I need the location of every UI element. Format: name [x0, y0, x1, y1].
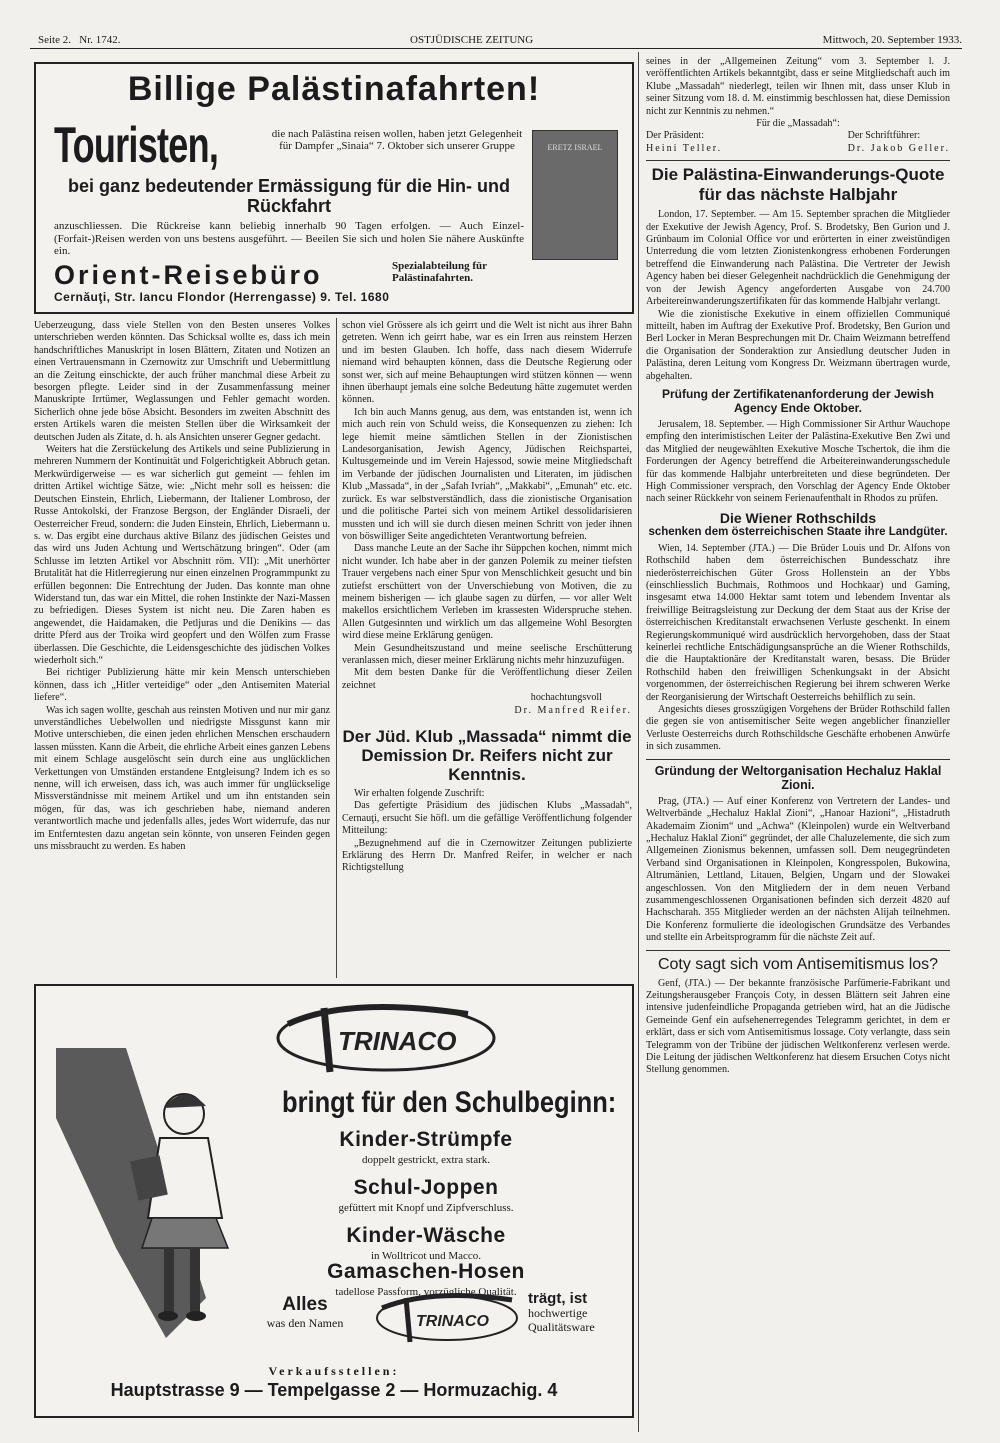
- ad-specialty: Spezialabteilung für Palästinafahrten.: [392, 260, 487, 284]
- sales-addresses: Hauptstrasse 9 — Tempelgasse 2 — Hormuzachig. 4: [110, 1380, 558, 1400]
- name: Heini Teller.: [646, 142, 723, 154]
- product-underwear: [276, 1224, 576, 1262]
- paragraph: Dass manche Leute an der Sache ihr Süppchen kochen, nimmt mich nicht wunder. Ich habe aber in der ganzen Polemik zu meiner tiefsten Trauer vergebens nach einer Spur von Menschlichkeit gesucht und bin zutiefst erschüttert von der Unverschiebung von Motiven, die zu meinem bisherigen — ich glaube sagen zu dürfen, — vor aller Welt makellos ersichtlichem Verleben im krassesten Widerspruche stehen. Allen Gutgesinnten und wirklich um das allgemeine Wohl Besorgten wird diese meine Erklärung genügen.: [342, 543, 632, 642]
- ad-discount: bei ganz bedeutender Ermässigung für die Hin- und Rückfahrt: [67, 176, 511, 216]
- name: Dr. Jakob Geller.: [847, 142, 950, 154]
- brochure-title: ERETZ ISRAEL: [547, 143, 603, 152]
- role: Der Schriftführer:: [847, 130, 921, 142]
- article-headline-quota: Die Palästina-Einwanderungs-Quote für das nächste Halbjahr: [651, 165, 945, 205]
- paragraph: Weiters hat die Zerstückelung des Artikels und seine Publizierung in mehreren Nummern der Kontinuität und Folgerichtigkeit Abbruch getan. Merkwürdigerweise — es war sicherlich gut gemeint — fehlen im dritten Artikel wichtige Sätze, wie: „Nicht mehr soll es heissen: die Deutschen Einstein, Ehrlich, Liebermann, der Italiener Lombroso, der Russe Antokolski, der Franzose Bergson, der Engländer Disraeli, der Oesterreicher Freud, sondern: die Juden Einstein, Ehrlich, Liebermann u. s. w. Das ergibt eine durchaus aktive Bilanz des jüdischen Geistes und das wird uns Juden Achtung und Wertschätzung bringen“. Oder (am Schlusse im letzten Artikel vor Abschnitt röm. VII): „Mit unerhörter Brutalität hat die Hitlerregierung nur einen einzelnen Programmpunkt zu erfüllen begonnen: Die Entrechtung der Juden. Das konnte man ohne Widerstand tun, das war ein Mittel, die rohen Instinkte der Nazi-Massen zu befriedigen. Dieses System ist nicht neu. Die Zaren haben es angewendet, die Haidamaken, die Petljuras und die Denikins — das dritte Pferd aus der Troika wird geopfert und den Wölfen zum Frasse überlassen. Die Geschichte, die Leidensgeschichte des jüdischen Volkes wiederholt sich.“: [34, 444, 330, 666]
- paragraph: Ueberzeugung, dass viele Stellen von den Besten unseres Volkes unterschrieben werden könnten. Das Schicksal wollte es, dass ich mein handschriftliches Manuskript in losen Blättern, Zitaten und Notizen an einen Vertrauensmann in Czernowitz zur Umschrift und Uebermittlung an die Zeitung einschickte, der auch früher manchmal diese Arbeit zu besorgen pflegte. Leider sind in der Zusammenfassung meiner Manuskripte Irrtümer, Weglassungen und Fehler gemacht worden. Sicherlich ohne jede böse Absicht. Besonders im zweiten Abschnitt des ersten Artikels waren die meisten Stellen über die Wirksamkeit der deutschen Juden als Zitate, d. h. als Ansichten unserer Gegner gedacht.: [34, 320, 330, 443]
- paragraph: Mit dem besten Danke für die Veröffentlichung dieser Zeilen zeichnet: [342, 667, 632, 691]
- ad-body: anzuschliessen. Die Rückreise kann beliebig innerhalb 90 Tagen erfolgen. — Auch Einzel-(Forfait-)Reisen werden von uns bestens ausgeführt. — Beeilen Sie sich und holen Sie nähere Auskünfte ein.: [54, 220, 524, 257]
- brochure-image: [532, 130, 618, 260]
- column-1: [34, 320, 330, 980]
- closing: hochachtungsvoll: [530, 692, 602, 704]
- column-rule: [638, 52, 639, 1432]
- newspaper-name: OSTJÜDISCHE ZEITUNG: [410, 34, 534, 46]
- article-headline-rothschild: Die Wiener Rothschilds: [719, 509, 877, 526]
- signatory-right: [848, 130, 950, 155]
- header-rule: [30, 48, 962, 49]
- product-desc: doppelt gestrickt, extra stark.: [362, 1154, 490, 1166]
- role: Der Präsident:: [646, 130, 705, 142]
- column-rule: [336, 318, 337, 978]
- column-2: [342, 320, 632, 980]
- paragraph: London, 17. September. — Am 15. September sprachen die Mitglieder der Exekutive der Jewish Agency, Prof. S. Brodetsky, Ben Gurion und J. Grünbaum im Colonial Office vor und erörterten in einer zweistündigen Unterredung die vom letzten Zionistenkongress erhobenen Forderungen betreffend die Einwanderung nach Palästina. Die Vertreter der Jewish Agency haben bei dieser Gelegenheit nachdrücklich die Genehmigung der von der Jewish Agency angeforderten Ausgabe von 24.700 Arbeitereinwanderungszertifikaten für das kommende Halbjahr verlangt.: [646, 209, 950, 308]
- paragraph: Genf, (JTA.) — Der bekannte französische Parfümerie-Fabrikant und Zeitungsherausgeber François Coty, in dessen Blättern seit Jahren eine intensive judenfeindliche Propaganda getrieben wird, hat an die Jüdische Gemeinde Genf ein aufsehenerregendes Telegramm gerichtet, in dem er erklärt, dass er sich vom Antisemitismus lossage. Coty verlangte, dass sein Telegramm von der Tribüne der jüdischen Weltkonferenz verlesen werde. Die Leitung der jüdischen Weltkonferenz hat diesem Ersuchen Cotys nicht Stellung genommen.: [646, 977, 950, 1076]
- signature: Dr. Manfred Reifer.: [514, 704, 632, 716]
- product-desc: gefüttert mit Knopf und Zipfverschluss.: [338, 1202, 514, 1214]
- article-headline-certificates: Prüfung der Zertifikatenanforderung der Jewish Agency Ende Oktober.: [661, 386, 935, 415]
- schoolgirl-illustration: [56, 1048, 266, 1338]
- product-name: Kinder-Wäsche: [346, 1224, 506, 1247]
- brand-name: TRINACO: [338, 1026, 457, 1056]
- paragraph: schon viel Grössere als ich geirrt und die Welt ist nicht aus ihrer Bahn getreten. Wenn ich geirrt habe, war es ein Irren aus reinstem Herzen und im besten Glauben. Ich hoffe, dass nach diesem Widerrufe niemand wird behaupten können, dass die Deutsche Regierung oder sonst wer, sich auf meine Behauptungen wird stützen können — wenn ihnen überhaupt jemals eine solche Bedeutung hätte zugemutet werden können.: [342, 320, 632, 406]
- page-header: [38, 28, 962, 46]
- trinaco-advertisement: [34, 984, 634, 1418]
- paragraph: Wir erhalten folgende Zuschrift:: [354, 788, 485, 799]
- page-number-issue: [38, 34, 121, 46]
- paragraph: Ich bin auch Manns genug, aus dem, was entstanden ist, wenn ich mich auch rein von Schuld weiss, die Konsequenzen zu ziehen: Ich lege hiemit meine sämtlichen Stellen in der Zionistischen Landesorganisation, Jewish Agency, Jüdischen Reichspartei, Kultusgemeinde und im Verein Hajessod, sowie meine Mitgliedschaft im Verbande der jüdischen Journalisten und Literaten, im jüdischen Klub „Massada“, in der „Safah Ivriah“, „Makkabi“, „Emunah“ etc. etc. zurück. Es war selbstverständlich, dass die zionistische Organisation und die politische Partei sich von meinem Artikel dessolidarisieren mussten und ich will sie durch diesen meinen Schritt von jeder ihnen von böswilliger Seite angedichteten Verantwortung befreien.: [342, 406, 632, 542]
- paragraph: Was ich sagen wollte, geschah aus reinsten Motiven und nur mir ganz unverständliches Uebelwollen und niedrigste Missgunst kann mir Motive unterschieben, die einen jeden ehrlichen Menschen erschaudern lassen müssten. Kann die Arbeit, die ehrliche Arbeit eines ganzen Lebens mit einem Schlage ausgelöscht sein durch eine aus unglücklichen Verkettungen von Umständen erstandene Entgleisung? Indem ich es so nenne, will ich erweisen, dass ich, was auch immer für unglückselige Missverständnisse mit meinem Artikel und um ihn entstanden sein mögen, für das, was ich geschrieben habe, niemand anderen verantwortlich mache und jedenfalls alles, jedes Wort widerrufe, das nur im Entferntesten dazu angetan sein könnte, von unseren Feinden gegen uns missbraucht zu werden. Es haben: [34, 704, 330, 853]
- issue-number: Nr. 1742.: [79, 34, 121, 46]
- product-name: Schul-Joppen: [353, 1176, 499, 1199]
- signatory-left: [646, 130, 722, 155]
- alles-sub: was den Namen: [266, 1316, 344, 1330]
- ad-traegt: [528, 1292, 628, 1334]
- article-headline-hechaluz: Gründung der Weltorganisation Hechaluz Haklal Zioni.: [654, 763, 942, 792]
- product-jackets: [276, 1176, 576, 1214]
- trinaco-logo: [268, 996, 498, 1078]
- article-subheadline-rothschild: schenken dem österreichischen Staate ihre Landgüter.: [648, 525, 948, 538]
- separator: [646, 160, 950, 161]
- ad-company-name: Orient-Reisebüro: [54, 260, 323, 290]
- ad-intro: die nach Palästina reisen wollen, haben jetzt Gelegenheit für Dampfer „Sinaia“ 7. Oktober sich unserer Gruppe: [271, 128, 523, 152]
- signatories: [646, 130, 950, 155]
- traegt-text: trägt, ist: [528, 1290, 588, 1307]
- traegt-sub: hochwertige Qualitätsware: [528, 1306, 595, 1334]
- column-3: [646, 56, 950, 1416]
- paragraph: Das gefertigte Präsidium des jüdischen Klubs „Massadah“, Cernauţi, ersucht Sie höfl. um die gefällige Veröffentlichung folgender Mitteilung:: [342, 800, 632, 837]
- page-number: Seite 2.: [38, 34, 71, 46]
- paragraph: Angesichts dieses grosszügigen Vorgehens der Brüder Rothschild fallen die gegen sie von antisemitischer Seite wegen angeblicher finanzieller Verluste Oesterreichs durch Rothschildsche Geschäfte erhobenen Anwürfe in sich zusammen.: [646, 704, 950, 753]
- paragraph: Jerusalem, 18. September. — High Commissioner Sir Arthur Wauchope empfing den interimistischen Leiter der Palästina-Exekutive Ben Zwi und das Mitglied der neugewählten Exekutive Mosche Tschertok, die ihm die Forderungen der Agency betreffend die Arbeitereinwanderungsschedule für das kommende Halbjahr unterbreiteten und diese begründeten. Der High Commissioner versprach, den Vorschlag der Agency Ende Oktober nach seiner Rückkehr von seinem Ferienaufenthalt in Rhodos zu prüfen.: [646, 418, 950, 505]
- separator: [646, 759, 950, 760]
- ad-address: Cernăuţi, Str. Iancu Flondor (Herrengasse) 9. Tel. 1680: [54, 290, 390, 304]
- paragraph: Bei richtiger Publizierung hätte mir kein Mensch unterschieben können, dass ich „Hitler verteidige“ oder „den Antisemiten Material liefere“.: [34, 667, 330, 704]
- ad-alles: [250, 1294, 360, 1330]
- product-name: Gamaschen-Hosen: [327, 1260, 525, 1283]
- alles-text: Alles: [282, 1294, 328, 1315]
- product-stockings: [276, 1128, 576, 1166]
- issue-date: Mittwoch, 20. September 1933.: [822, 34, 962, 46]
- separator: [646, 950, 950, 951]
- paragraph: Wie die zionistische Exekutive in einem offiziellen Communiqué mitteilt, haben im Auftrag der Exekutive Prof. Brodetsky, Ben Gurion und Berl Locker in Meran Besprechungen mit Dr. Chaim Weizmann betreffend die Organisation der Sonderaktion zur Ansiedlung deutscher Juden in Palästina, deren Leitung vom Kongress Dr. Weizmann übertragen wurde, abgehalten.: [646, 308, 950, 382]
- paragraph: Mein Gesundheitszustand und meine seelische Erschütterung veranlassen mich, dieser meiner Erklärung nichts mehr hinzuzufügen.: [342, 642, 632, 666]
- paragraph: Wien, 14. September (JTA.) — Die Brüder Louis und Dr. Alfons von Rothschild haben dem österreichischen Bundesschatz ihre niederösterreichischen Güter Gross Hollenstein an der Ybbs (einschliesslich Buchmais, Rothmoos und Hochkaar) und Gaming, insgesamt etwa 14.000 Hektar samt totem und lebendem Inventar als freiwillige Beitragsleistung zur Deckung der dem Staat aus der Krise der österreichischen Kreditanstalt erwachsenen Verluste geschenkt. In einem Regierungskommuniqué wird ausdrücklich hervorgehoben, dass der Staat keinerlei rechtliche Entschädigungsansprüche an die Wiener Rothschilds, die die Hauptaktionäre der Kreditanstalt waren, besass. Die Brüder Rothschild haben den freiwilligen Schenkungsakt in der Absicht vorgenommen, der österreichischen Regierung bei ihrem schweren Werke der Reorganisierung der Wirtschaft Oesterreichs behilflich zu sein.: [646, 542, 950, 703]
- product-desc: tadellose Passform, vorzügliche Qualität.: [335, 1286, 517, 1298]
- travel-advertisement: [34, 62, 634, 314]
- paragraph: „Bezugnehmend auf die in Czernowitzer Zeitungen publizierte Erklärung des Herrn Dr. Manfred Reifer, in welcher er nach Richtigstellung: [342, 837, 632, 874]
- ad-headline: Billige Palästinafahrten!: [127, 70, 541, 108]
- product-desc: in Wolltricot und Macco.: [370, 1250, 482, 1262]
- sales-points-label: Verkaufsstellen:: [268, 1364, 400, 1378]
- brand-name-small: TRINACO: [416, 1313, 489, 1330]
- signatories-for: Für die „Massadah“:: [756, 118, 840, 130]
- trinaco-small-logo: [372, 1286, 522, 1346]
- paragraph: seines in der „Allgemeinen Zeitung“ vom 3. September l. J. veröffentlichten Artikels bekanntgibt, dass er seine Mitgliedschaft auch im Klube „Massadah“ niederlegt, teilen wir Ihnen mit, dass unser Klub in seiner Sitzung vom 18. d. M. einstimmig beschlossen hat, diese Demission nicht zur Kenntnis zu nehmen.“: [646, 56, 950, 117]
- product-name: Kinder-Strümpfe: [339, 1128, 513, 1151]
- ad-touristen: Touristen,: [54, 117, 219, 173]
- paragraph: Prag, (JTA.) — Auf einer Konferenz von Vertretern der Landes- und Weltverbände „Hechaluz Haklal Zioni“, „Hanoar Hazioni“, „Histadruth Akademaim Zionim“ und „Achwa“ (Kleinpolen) wurde ein Weltverband „Hechaluz Haklal Zioni“ gegründet, der alle Chaluzelemente, die sich zum Allgemeinen Zionismus bekennen, umfassen soll. Dem neugegründeten Verband sind Organisationen in Kleinpolen, Kongresspolen, Bukowina, Altrumänien, Lettland, Litauen, Belgien, Ungarn und der Slowakei angeschlossen. Von den Mitgliedern der in dem neuen Verband zusammengeschlossenen Organisationen befinden sich derzeit 4820 auf Hachscharah. 355 Mitglieder werden an der nächsten Alijah teilnehmen. Die Konferenz formulierte die ideologischen Grundsätze des Verbandes und stellte ein Arbeitsprogramm für die nächste Zeit auf.: [646, 795, 950, 944]
- article-headline-massada: Der Jüd. Klub „Massada“ nimmt die Demission Dr. Reifers nicht zur Kenntnis.: [342, 727, 632, 784]
- article-headline-coty: Coty sagt sich vom Antisemitismus los?: [657, 955, 939, 973]
- ad-slogan: bringt für den Schulbeginn:: [282, 1086, 617, 1119]
